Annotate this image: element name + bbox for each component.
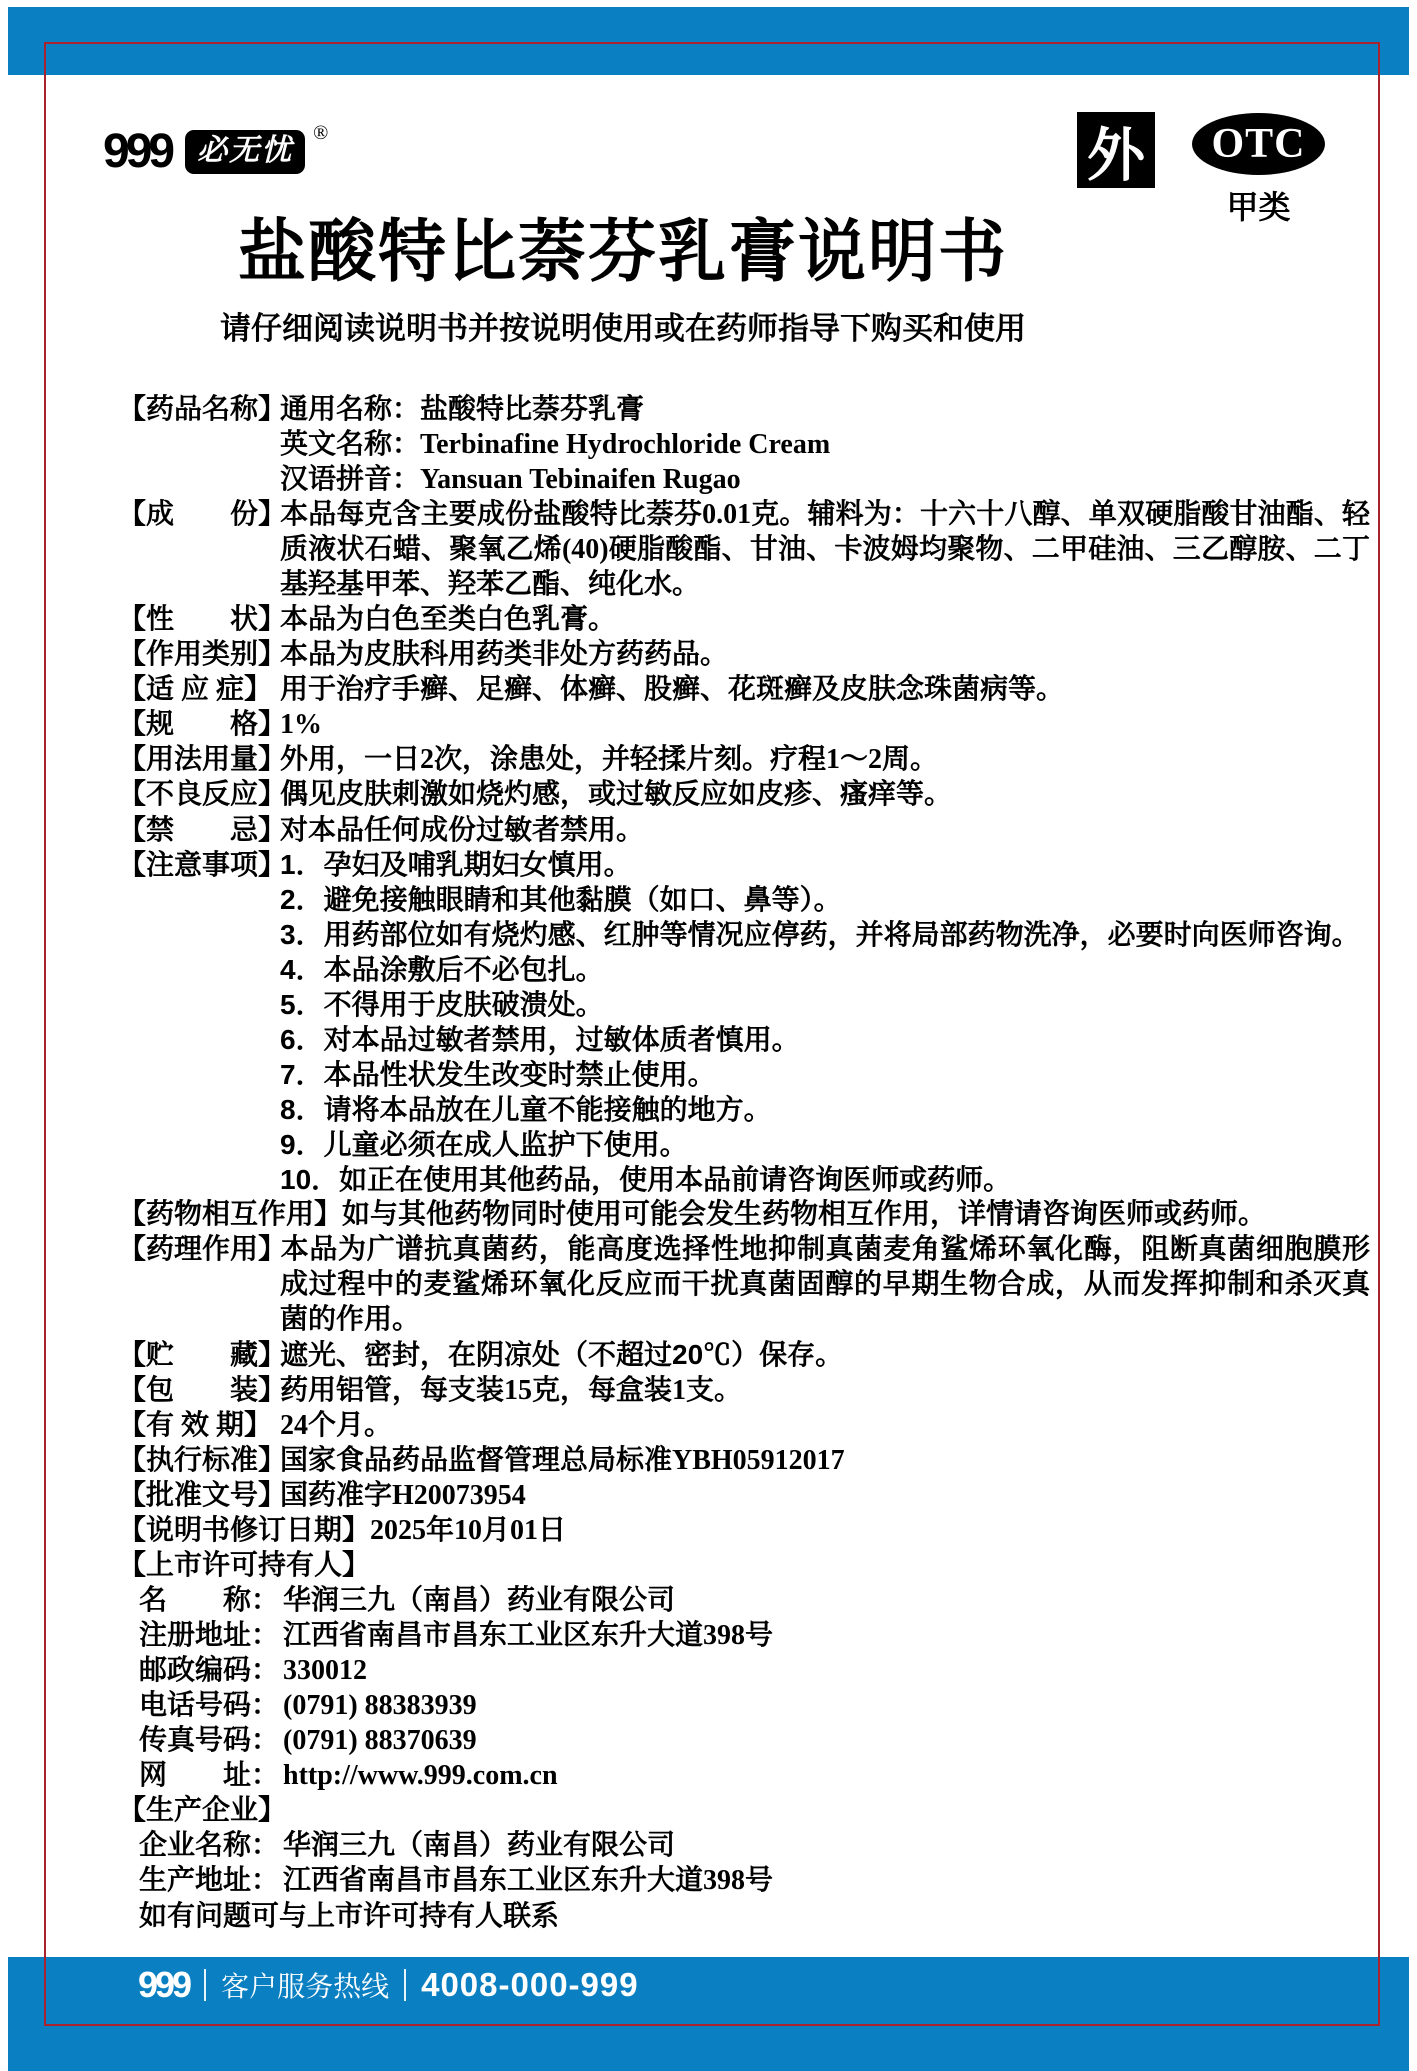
notice-item: 6．对本品过敏者禁用，过敏体质者慎用。 <box>280 1024 800 1055</box>
field-row-website <box>118 1758 1370 1793</box>
footer-999-logo: 999 <box>138 1964 190 2005</box>
field-value: (0791) 88383939 <box>283 1690 477 1721</box>
hotline-number: 4008-000-999 <box>421 1966 639 2003</box>
section-text: 1% <box>280 709 322 740</box>
page-subtitle: 请仔细阅读说明书并按说明使用或在药师指导下购买和使用 <box>220 311 1026 346</box>
field-label: 传真号码： <box>139 1725 280 1756</box>
field-label: 网 址： <box>139 1760 280 1791</box>
field-label: 邮政编码： <box>139 1655 280 1686</box>
notice-item: 3．用药部位如有烧灼感、红肿等情况应停药，并将局部药物洗净，必要时向医师咨询。 <box>280 919 1360 950</box>
hotline-label: 客户服务热线 <box>221 1971 390 2002</box>
insert-body <box>118 392 1370 1933</box>
section-label: 【适 应 症】 <box>118 674 273 705</box>
notice-item: 8．请将本品放在儿童不能接触的地方。 <box>280 1094 772 1125</box>
field-row-holder-name <box>118 1583 1370 1618</box>
field-value: 江西省南昌市昌东工业区东升大道398号 <box>283 1865 774 1896</box>
section-text: 英文名称：Terbinafine Hydrochloride Cream <box>280 429 831 460</box>
field-label: 电话号码： <box>139 1690 280 1721</box>
page-title: 盐酸特比萘芬乳膏说明书 <box>237 214 1008 290</box>
section-packaging <box>118 1373 1370 1408</box>
notice-item: 4．本品涂敷后不必包扎。 <box>280 954 604 985</box>
section-adverse-reactions <box>118 777 1370 812</box>
field-row-registered-address <box>118 1618 1370 1653</box>
contact-note: 如有问题可与上市许可持有人联系 <box>139 1900 560 1931</box>
notice-item: 5．不得用于皮肤破溃处。 <box>280 989 604 1020</box>
notice-item-row <box>118 952 1370 987</box>
notice-item-row <box>118 987 1370 1022</box>
section-label: 【禁 忌】 <box>118 814 287 845</box>
storage-temperature-emphasis: （不超过20℃） <box>560 1339 760 1370</box>
section-label: 【药理作用】 <box>118 1234 287 1265</box>
registered-trademark-icon: ® <box>313 122 329 144</box>
section-text: 24个月。 <box>280 1410 393 1441</box>
notice-item-row <box>118 917 1370 952</box>
top-blue-bar <box>8 7 1409 75</box>
section-label: 【生产企业】 <box>118 1795 287 1826</box>
field-value: (0791) 88370639 <box>283 1725 477 1756</box>
section-manufacturer <box>118 1793 1370 1828</box>
section-text: 2025年10月01日 <box>370 1515 567 1546</box>
section-approval-number <box>118 1478 1370 1513</box>
field-row-postcode <box>118 1653 1370 1688</box>
field-label: 名 称： <box>139 1585 280 1616</box>
section-text: 本品为广谱抗真菌药，能高度选择性地抑制真菌麦角鲨烯环氧化酶，阻断真菌细胞膜形成过程中的麦鲨烯环氧化反应而干扰真菌固醇的早期生物合成，从而发挥抑制和杀灭真菌的作用。 <box>280 1234 1370 1335</box>
notice-item-row <box>118 1057 1370 1092</box>
field-row-fax <box>118 1723 1370 1758</box>
section-contraindications <box>118 812 1370 847</box>
notice-item-row <box>118 1092 1370 1127</box>
otc-class-label: 甲类 <box>1226 189 1291 225</box>
section-text: 对本品任何成份过敏者禁用。 <box>280 814 645 845</box>
field-value: 330012 <box>283 1655 367 1686</box>
footer-divider <box>204 1969 206 2001</box>
section-text: 如与其他药物同时使用可能会发生药物相互作用，详情请咨询医师或药师。 <box>342 1199 1267 1230</box>
section-text: 保存。 <box>759 1340 844 1371</box>
section-text: 外用，一日2次，涂患处，并轻揉片刻。疗程1～2周。 <box>280 744 939 775</box>
section-label: 【说明书修订日期】 <box>118 1515 371 1546</box>
section-label: 【不良反应】 <box>118 779 287 810</box>
footer-divider <box>404 1969 406 2001</box>
section-label: 【有 效 期】 <box>118 1410 273 1441</box>
footer-bar-content <box>138 1965 639 2005</box>
section-label: 【注意事项】 <box>118 849 287 880</box>
section-label: 【药物相互作用】 <box>118 1199 343 1230</box>
section-strength <box>118 707 1370 742</box>
section-dosage <box>118 742 1370 777</box>
section-label: 【贮 藏】 <box>118 1340 287 1371</box>
field-value: 江西省南昌市昌东工业区东升大道398号 <box>283 1620 774 1651</box>
section-standard <box>118 1443 1370 1478</box>
brand-row <box>103 122 334 178</box>
section-precautions <box>118 847 1370 882</box>
notice-item: 7．本品性状发生改变时禁止使用。 <box>280 1059 716 1090</box>
section-label: 【包 装】 <box>118 1375 287 1406</box>
section-text: 本品为皮肤科用药类非处方药药品。 <box>280 639 729 670</box>
notice-item-row <box>118 1127 1370 1162</box>
notice-item-row <box>118 1022 1370 1057</box>
section-label: 【执行标准】 <box>118 1445 287 1476</box>
section-text: 汉语拼音：Yansuan Tebinaifen Rugao <box>280 464 741 495</box>
section-text: 本品每克含主要成份盐酸特比萘芬0.01克。辅料为：十六十八醇、单双硬脂酸甘油酯、轻质液状石蜡、聚氧乙烯(40)硬脂酸酯、甘油、卡波姆均聚物、二甲硅油、三乙醇胺、二丁基羟基甲苯、羟苯乙酯、纯化水。 <box>280 499 1370 600</box>
section-label: 【批准文号】 <box>118 1480 287 1511</box>
section-revision-date <box>118 1513 1370 1548</box>
notice-item-row <box>118 882 1370 917</box>
section-drug-name-line <box>118 427 1370 462</box>
field-label: 注册地址： <box>139 1620 280 1651</box>
section-label: 【成 份】 <box>118 499 287 530</box>
external-use-badge: 外 <box>1077 112 1155 188</box>
section-indications <box>118 672 1370 707</box>
section-label: 【作用类别】 <box>118 639 287 670</box>
section-drug-interactions <box>118 1197 1370 1232</box>
notice-item: 9．儿童必须在成人监护下使用。 <box>280 1129 688 1160</box>
field-value: 华润三九（南昌）药业有限公司 <box>283 1585 676 1616</box>
section-text: 通用名称：盐酸特比萘芬乳膏 <box>280 394 645 425</box>
section-drug-name <box>118 392 1370 427</box>
field-label: 生产地址： <box>139 1865 280 1896</box>
section-ingredients <box>118 497 1370 602</box>
section-text: 偶见皮肤刺激如烧灼感，或过敏反应如皮疹、瘙痒等。 <box>280 779 953 810</box>
field-value: http://www.999.com.cn <box>283 1760 558 1791</box>
section-label: 【规 格】 <box>118 709 287 740</box>
section-text: 药用铝管，每支装15克，每盒装1支。 <box>280 1375 743 1406</box>
section-action-category <box>118 637 1370 672</box>
otc-badge: OTC <box>1192 113 1325 175</box>
section-license-holder <box>118 1548 1370 1583</box>
field-row-production-address <box>118 1863 1370 1898</box>
notice-item: 10．如正在使用其他药品，使用本品前请咨询医师或药师。 <box>280 1164 1012 1195</box>
section-pharmacology <box>118 1232 1370 1337</box>
notice-item: 2．避免接触眼睛和其他黏膜（如口、鼻等）。 <box>280 884 842 915</box>
field-value: 华润三九（南昌）药业有限公司 <box>283 1830 676 1861</box>
section-label: 【性 状】 <box>118 604 287 635</box>
section-label: 【用法用量】 <box>118 744 287 775</box>
notice-item: 1．孕妇及哺乳期妇女慎用。 <box>280 849 632 880</box>
field-label: 企业名称： <box>139 1830 280 1861</box>
field-row-company-name <box>118 1828 1370 1863</box>
section-text: 本品为白色至类白色乳膏。 <box>280 604 617 635</box>
section-text: 用于治疗手癣、足癣、体癣、股癣、花斑癣及皮肤念珠菌病等。 <box>280 674 1065 705</box>
section-drug-name-line <box>118 462 1370 497</box>
field-row-phone <box>118 1688 1370 1723</box>
section-text: 国家食品药品监督管理总局标准YBH05912017 <box>280 1445 845 1476</box>
section-label: 【药品名称】 <box>118 394 287 425</box>
section-description <box>118 602 1370 637</box>
brand-biwuyou-badge: 必无忧 <box>185 130 305 174</box>
section-storage <box>118 1337 1370 1373</box>
brand-999-logo: 999 <box>103 125 172 178</box>
section-text: 国药准字H20073954 <box>280 1480 526 1511</box>
section-label: 【上市许可持有人】 <box>118 1550 371 1581</box>
notice-item-row <box>118 1162 1370 1197</box>
section-text: 遮光、密封，在阴凉处 <box>280 1340 561 1371</box>
section-shelf-life <box>118 1408 1370 1443</box>
